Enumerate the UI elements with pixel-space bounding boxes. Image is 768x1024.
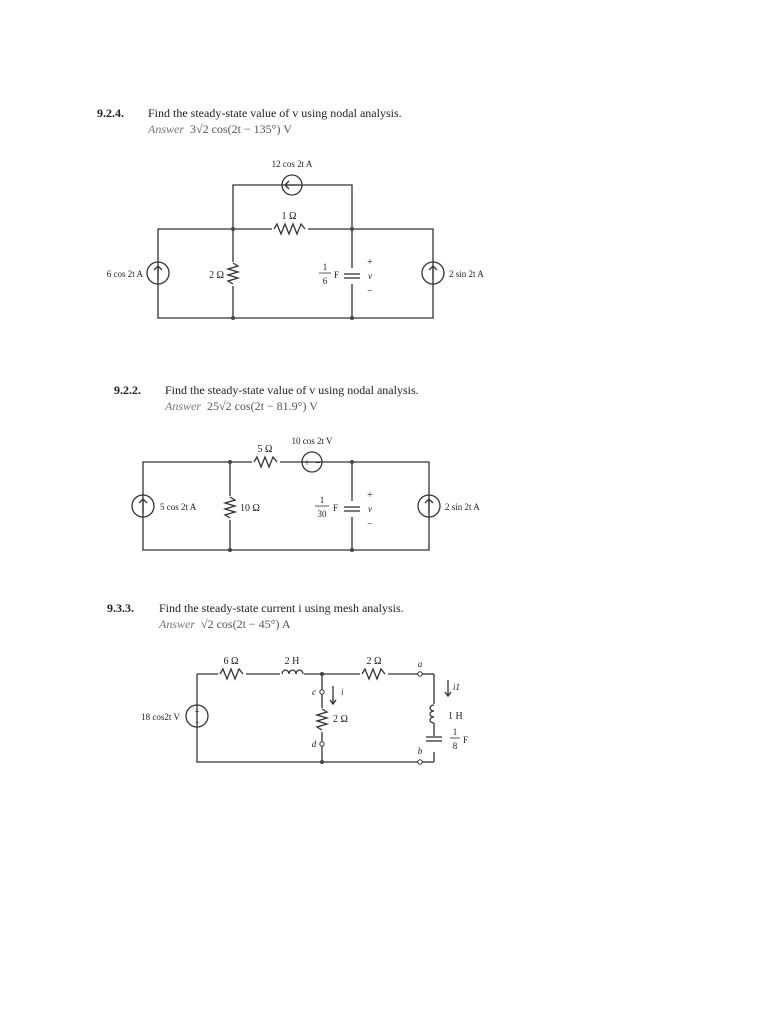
label-right-source: 2 sin 2t A: [449, 269, 484, 279]
answer-label: Answer: [148, 122, 184, 136]
label-node-c: c: [312, 687, 316, 697]
label-cap-den: 6: [322, 276, 328, 286]
label-current-i1: i1: [453, 682, 461, 692]
arrow-down-icon: [445, 680, 451, 696]
answer-label: Answer: [159, 617, 195, 631]
label-cap-unit: F: [334, 270, 340, 280]
label-v-plus: +: [367, 257, 373, 268]
answer-value: √2 cos(2t − 45°) A: [201, 617, 291, 631]
label-r1: 6 Ω: [223, 656, 239, 667]
label-r-top: 1 Ω: [281, 211, 297, 222]
answer-value: 25√2 cos(2t − 81.9°) V: [207, 399, 318, 413]
problem-number: 9.2.4.: [97, 106, 124, 120]
terminal-a: [418, 672, 422, 676]
label-top-source: 12 cos 2t A: [271, 159, 313, 169]
label-node-d: d: [311, 739, 317, 749]
label-r2: 2 Ω: [366, 656, 382, 667]
label-cap-num: 1: [319, 495, 325, 505]
label-v: v: [368, 504, 372, 514]
label-r-series: 5 Ω: [257, 444, 273, 455]
minus-sign: −: [315, 458, 321, 469]
label-cap-num: 1: [322, 262, 328, 272]
label-cap-num: 1: [452, 727, 458, 737]
label-left-source: 5 cos 2t A: [160, 502, 197, 512]
label-src-minus: −: [194, 717, 200, 727]
terminal-d: [320, 742, 324, 746]
label-r-shunt: 10 Ω: [240, 503, 260, 514]
problem-statement: Find the steady-state current i using mesh analysis.: [159, 601, 404, 615]
label-cap-den: 8: [452, 741, 458, 751]
problem-statement: Find the steady-state value of v using nodal analysis.: [148, 106, 402, 120]
label-v-minus: −: [367, 286, 373, 297]
label-l2: 1 H: [448, 711, 463, 722]
label-v-minus: −: [367, 519, 373, 530]
terminal-b: [418, 760, 422, 764]
node-dot: [320, 760, 324, 764]
label-cap-den: 30: [317, 509, 327, 519]
label-right-source: 2 sin 2t A: [445, 502, 480, 512]
label-cap-unit: F: [333, 503, 339, 513]
label-v-plus: +: [367, 490, 373, 501]
label-cap-unit: F: [463, 735, 469, 745]
answer-value: 3√2 cos(2t − 135°) V: [190, 122, 292, 136]
label-node-b: b: [417, 746, 423, 756]
label-vsrc: 18 cos2t V: [141, 712, 180, 722]
arrow-down-icon: [330, 686, 336, 704]
label-r-mid: 2 Ω: [333, 714, 348, 725]
problem-number: 9.2.2.: [114, 383, 141, 397]
answer-label: Answer: [165, 399, 201, 413]
label-left-source: 6 cos 2t A: [106, 269, 143, 279]
label-current-i: i: [341, 687, 344, 697]
label-src-plus: +: [194, 707, 200, 717]
terminal-c: [320, 690, 324, 694]
problem-statement: Find the steady-state value of v using nodal analysis.: [165, 383, 419, 397]
problem-number: 9.3.3.: [107, 601, 134, 615]
label-vsrc: 10 cos 2t V: [291, 436, 333, 446]
label-r-shunt: 2 Ω: [209, 270, 224, 281]
left-bottom-wire: [197, 674, 420, 762]
node-dot: [320, 672, 324, 676]
label-l1: 2 H: [284, 656, 300, 667]
label-v: v: [368, 271, 372, 281]
plus-sign: +: [304, 458, 310, 469]
label-node-a: a: [417, 659, 423, 669]
